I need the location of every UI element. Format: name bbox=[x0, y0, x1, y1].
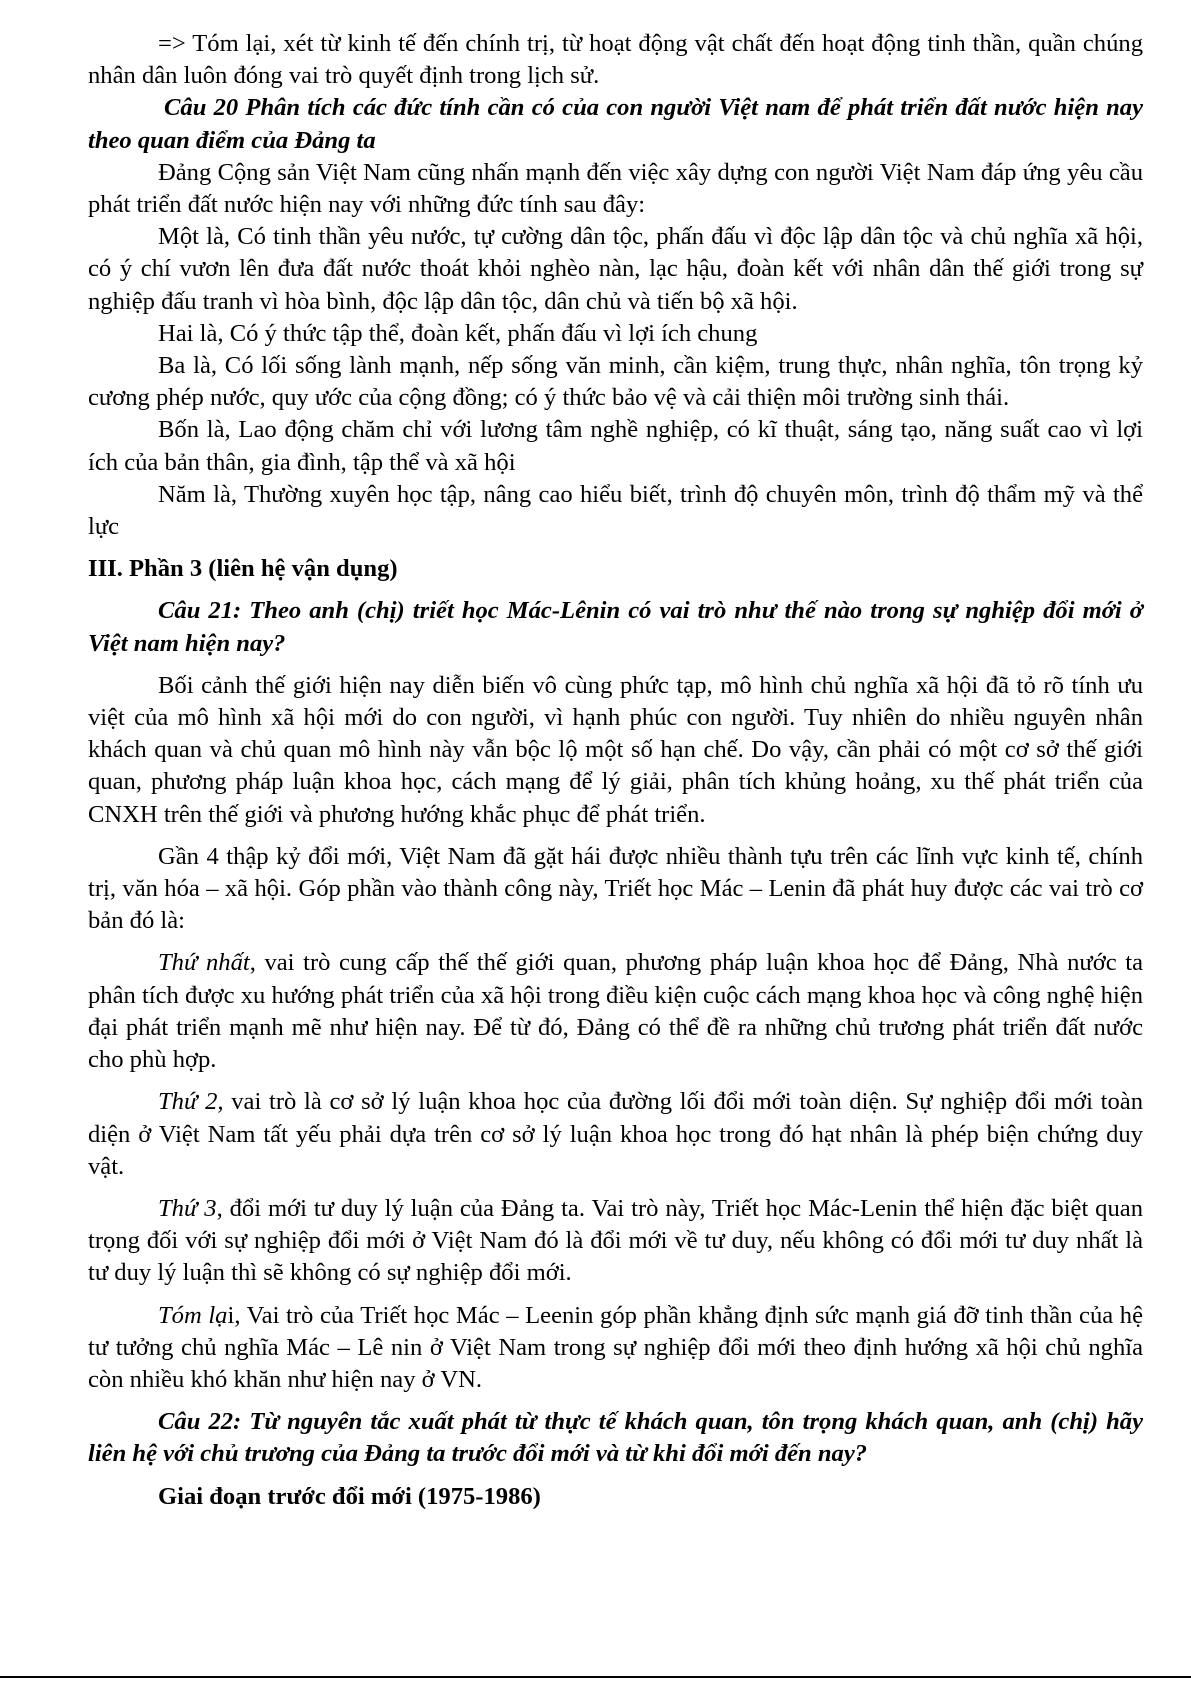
question-21-achievements: Gần 4 thập kỷ đổi mới, Việt Nam đã gặt hái được nhiều thành tựu trên các lĩnh vực kinh tế, chính trị, văn hóa – xã hội. Góp phần vào thành công này, Triết học Mác – Lenin đã phát huy được các vai trò cơ bản đó là: bbox=[88, 842, 1143, 935]
role-third-text: , đổi mới tư duy lý luận của Đảng ta. Vai trò này, Triết học Mác-Lenin thể hiện đặc biệt quan trọng đối với sự nghiệp đổi mới ở Việt Nam đó là đổi mới về tư duy, nếu không có đổi mới tư duy nhất là tư duy lý luận thì sẽ không có sự nghiệp đổi mới. bbox=[88, 1194, 1143, 1287]
role-first-text: , vai trò cung cấp thế thế giới quan, phương pháp luận khoa học để Đảng, Nhà nước ta phân tích được xu hướng phát triển của xã hội trong điều kiện cuộc cách mạng khoa học và công nghệ hiện đại phát triển mạnh mẽ như hiện nay. Để từ đó, Đảng có thể đề ra những chủ trương phát triển đất nước cho phù hợp. bbox=[88, 949, 1143, 1074]
role-third-lead: Thứ 3 bbox=[158, 1194, 217, 1222]
virtue-item-2: Hai là, Có ý thức tập thể, đoàn kết, phấn đấu vì lợi ích chung bbox=[158, 319, 758, 347]
role-first-lead: Thứ nhất bbox=[158, 949, 250, 977]
role-second-text: vai trò là cơ sở lý luận khoa học của đường lối đổi mới toàn diện. Sự nghiệp đổi mới toàn diện ở Việt Nam tất yếu phải dựa trên cơ sở lý luận khoa học trong đó hạt nhân là phép biện chứng duy vật. bbox=[88, 1088, 1143, 1180]
question-22-subheading: Giai đoạn trước đổi mới (1975-1986) bbox=[158, 1482, 541, 1510]
page-bottom-rule bbox=[0, 1676, 1191, 1678]
role-summary-lead: Tóm lạ bbox=[158, 1301, 228, 1329]
role-second bbox=[88, 1086, 1143, 1183]
role-summary-text: i, Vai trò của Triết học Mác – Leenin góp phần khẳng định sức mạnh giá đỡ tinh thần của hệ tư tưởng chủ nghĩa Mác – Lê nin ở Việt Nam trong sự nghiệp đổi mới theo định hướng xã hội chủ nghĩa còn nhiều khó khăn như hiện nay ở VN. bbox=[88, 1301, 1144, 1393]
question-20-title: Câu 20 Phân tích các đức tính cần có của con người Việt nam để phát triển đất nước hiện nay theo quan điểm của Đảng ta bbox=[88, 94, 1143, 154]
role-first bbox=[88, 947, 1143, 1076]
question-22-title: Câu 22: Từ nguyên tắc xuất phát từ thực tế khách quan, tôn trọng khách quan, anh (chị) hãy liên hệ với chủ trương của Đảng ta trước đổi mới và từ khi đổi mới đến nay? bbox=[88, 1408, 1143, 1468]
virtue-item-3: Ba là, Có lối sống lành mạnh, nếp sống văn minh, cần kiệm, trung thực, nhân nghĩa, tôn trọng kỷ cương phép nước, quy ước của cộng đồng; có ý thức bảo vệ và cải thiện môi trường sinh thái. bbox=[88, 352, 1143, 412]
role-third bbox=[88, 1193, 1143, 1290]
virtue-item-5: Năm là, Thường xuyên học tập, nâng cao hiểu biết, trình độ chuyên môn, trình độ thẩm mỹ và thể lực bbox=[88, 480, 1143, 541]
question-21-title: Câu 21: Theo anh (chị) triết học Mác-Lênin có vai trò như thế nào trong sự nghiệp đổi mới ở Việt nam hiện nay? bbox=[88, 597, 1143, 657]
virtue-item-4: Bốn là, Lao động chăm chỉ với lương tâm nghề nghiệp, có kĩ thuật, sáng tạo, năng suất cao vì lợi ích của bản thân, gia đình, tập thể và xã hội bbox=[88, 416, 1143, 476]
virtue-item-1: Một là, Có tinh thần yêu nước, tự cường dân tộc, phấn đấu vì độc lập dân tộc và chủ nghĩa xã hội, có ý chí vươn lên đưa đất nước thoát khỏi nghèo nàn, lạc hậu, đoàn kết với nhân dân thế giới trong sự nghiệp đấu tranh vì hòa bình, độc lập dân tộc, dân chủ và tiến bộ xã hội. bbox=[88, 223, 1143, 315]
question-20-intro: Đảng Cộng sản Việt Nam cũng nhấn mạnh đến việc xây dựng con người Việt Nam đáp ứng yêu cầu phát triển đất nước hiện nay với những đức tính sau đây: bbox=[88, 158, 1143, 219]
part-3-heading: III. Phần 3 (liên hệ vận dụng) bbox=[88, 555, 398, 583]
summary-paragraph: => Tóm lại, xét từ kinh tế đến chính trị, từ hoạt động vật chất đến hoạt động tinh thần, quần chúng nhân dân luôn đóng vai trò quyết định trong lịch sử. bbox=[88, 30, 1143, 90]
question-21-context: Bối cảnh thế giới hiện nay diễn biến vô cùng phức tạp, mô hình chủ nghĩa xã hội đã tỏ rõ tính ưu việt của mô hình xã hội mới do con người, vì hạnh phúc con người. Tuy nhiên do nhiều nguyên nhân khách quan và chủ quan mô hình này vẫn bộc lộ một số hạn chế. Do vậy, cần phải có một cơ sở thế giới quan, phương pháp luận khoa học, cách mạng để lý giải, phân tích khủng hoảng, xu thế phát triển của CNXH trên thế giới và phương hướng khắc phục để phát triển. bbox=[88, 671, 1143, 828]
role-summary bbox=[88, 1300, 1143, 1397]
role-second-lead: Thứ 2, bbox=[158, 1088, 224, 1116]
